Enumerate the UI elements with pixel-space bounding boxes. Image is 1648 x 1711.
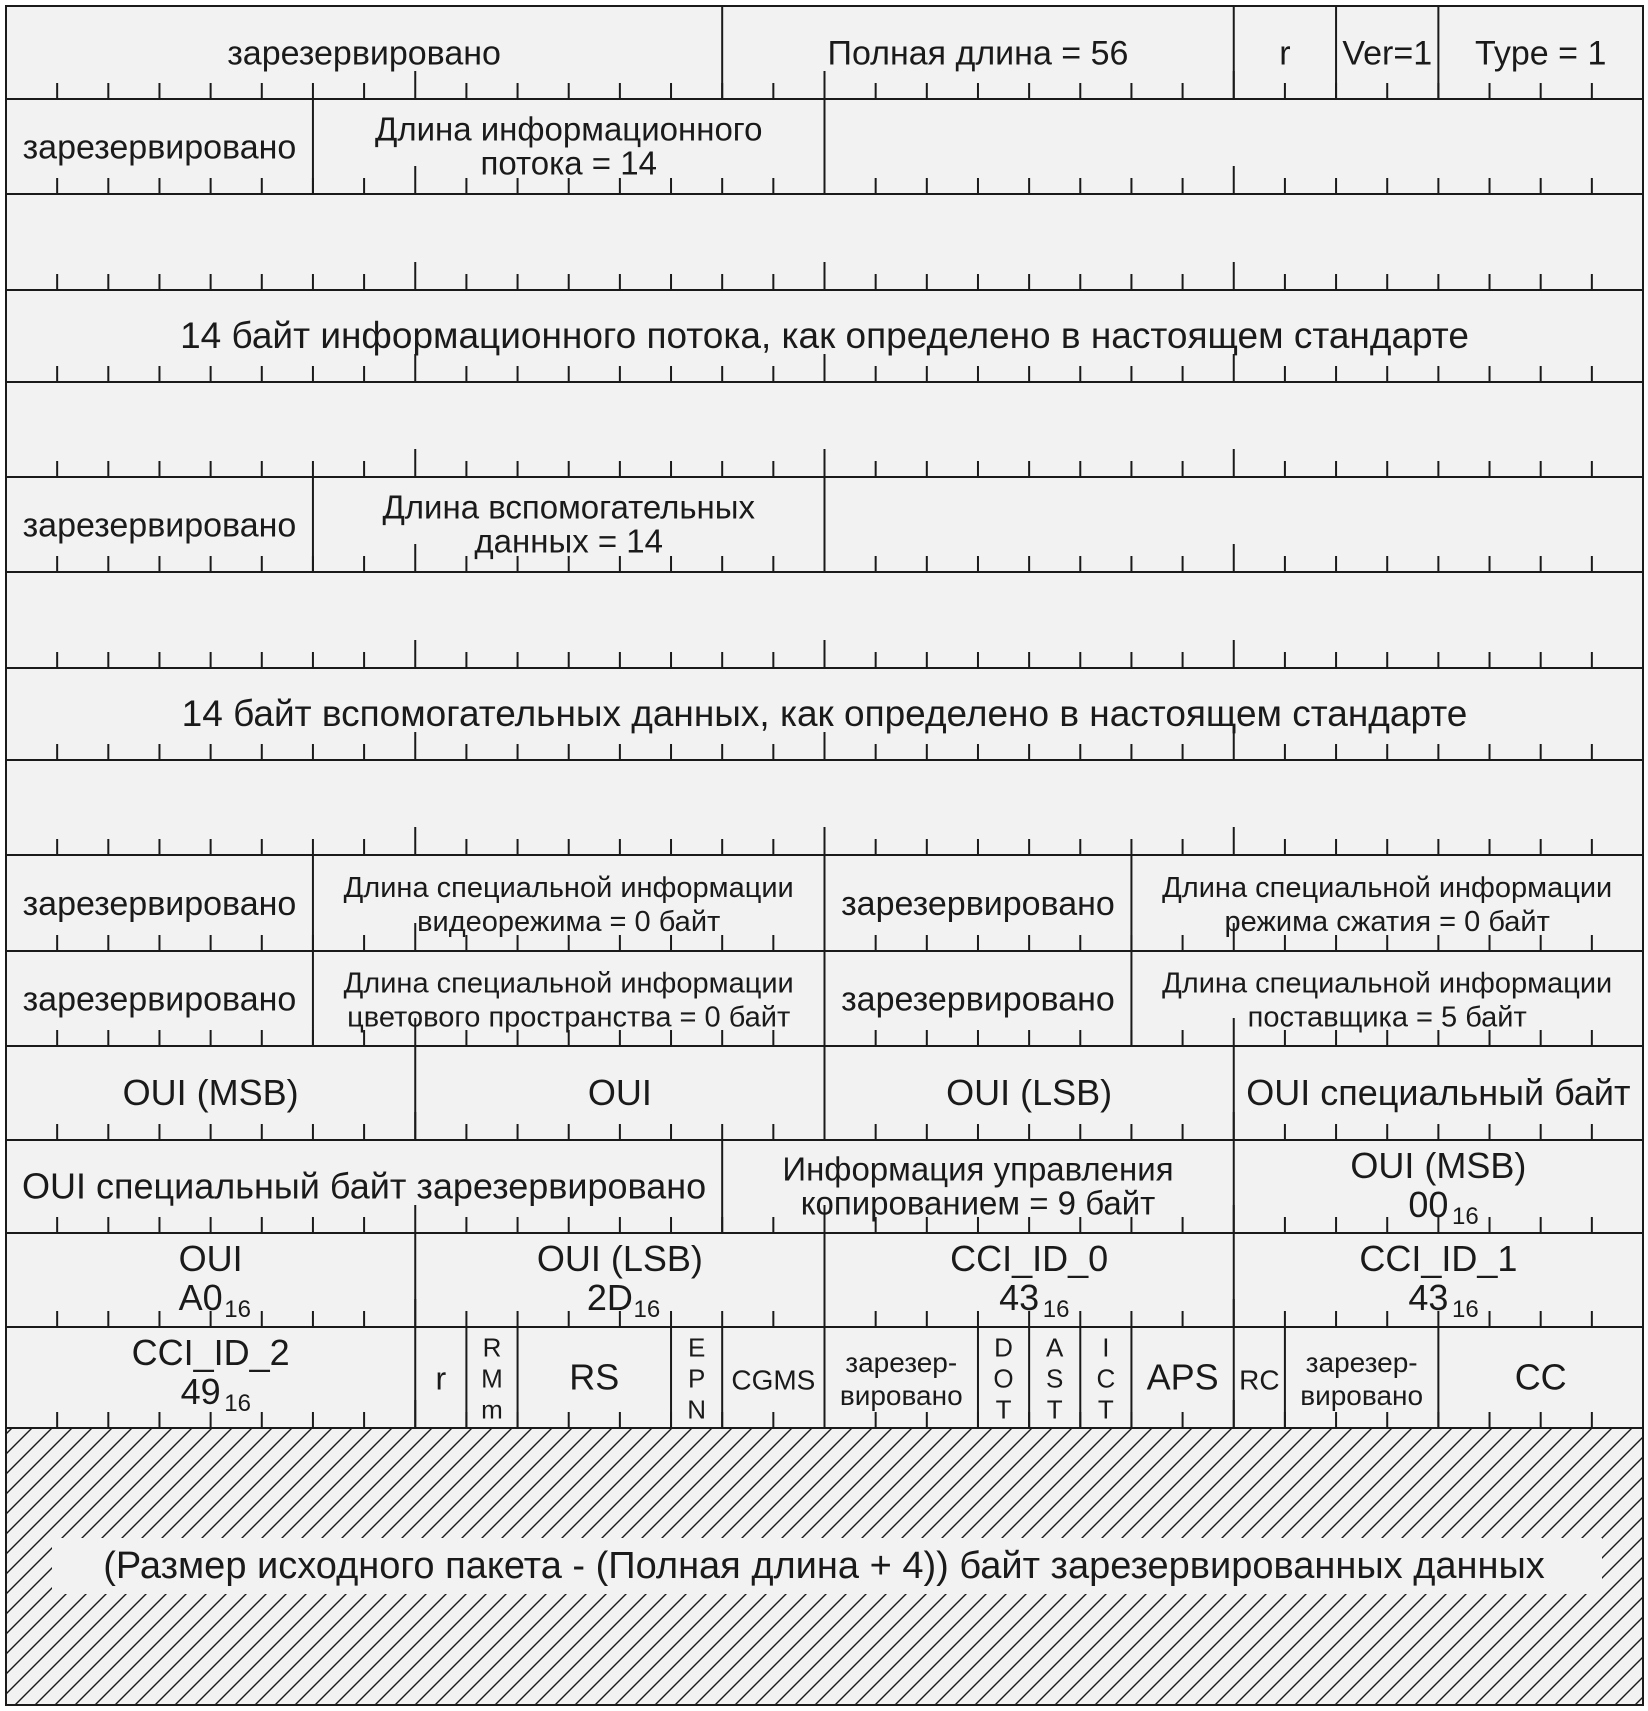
field-label-line: Длина вспомогательных [382, 488, 755, 526]
field-label: зарезервировано [22, 128, 297, 167]
row-2 [6, 194, 1643, 290]
row-1 [6, 99, 1643, 194]
hex-value: 43 [999, 1277, 1040, 1318]
hex-subscript: 16 [1042, 1296, 1070, 1323]
row-5 [6, 477, 1643, 572]
vertical-letter: T [995, 1394, 1012, 1425]
field-label-line: Длина специальной информации [1162, 872, 1613, 904]
row-10 [6, 951, 1643, 1046]
hex-value: A0 [178, 1277, 223, 1318]
field-label: зарезервировано [841, 980, 1115, 1019]
field-label: зарезервировано [22, 885, 297, 923]
hex-subscript: 16 [224, 1390, 251, 1417]
vertical-letter: N [687, 1394, 706, 1425]
field-label: зарезервировано [22, 980, 297, 1019]
row-3 [6, 290, 1643, 382]
field-label: RC [1239, 1364, 1280, 1396]
hex-subscript: 16 [633, 1296, 661, 1323]
row-14 [6, 1327, 1643, 1428]
field-label-line: режима сжатия = 0 байт [1224, 906, 1550, 938]
field-label: зарезервировано [22, 506, 297, 545]
row-6 [6, 572, 1643, 668]
field-label: зарезервировано [227, 34, 501, 73]
field-label-line: видеорежима = 0 байт [417, 906, 721, 938]
reserved-data-area [6, 1428, 1643, 1705]
field-зарезервировано [23, 981, 297, 1019]
hex-subscript: 16 [1452, 1296, 1479, 1323]
vertical-letter: T [1097, 1394, 1114, 1425]
vertical-letter: C [1096, 1363, 1116, 1394]
field-label-line: зарезер- [1305, 1347, 1418, 1378]
row-13 [6, 1233, 1643, 1327]
hex-value: 2D [586, 1277, 633, 1318]
row-11 [6, 1046, 1643, 1140]
hex-value: 00 [1408, 1184, 1449, 1225]
field-label-line: потока = 14 [480, 144, 657, 182]
field-label: CCI_ID_0 [950, 1238, 1109, 1279]
field-14-байт-информационного-потока-как-определено-в-настоящем-стандарте [180, 315, 1469, 356]
field-label-line: данных = 14 [474, 522, 664, 560]
field-label: CCI_ID_1 [1359, 1238, 1518, 1279]
field-label-line: Информация управления [782, 1150, 1174, 1188]
field-label-line: поставщика = 5 байт [1247, 1001, 1527, 1034]
field-label: Type = 1 [1475, 34, 1607, 73]
reserved-data-label: (Размер исходного пакета - (Полная длина + 4)) байт зарезервированных данных [103, 1545, 1545, 1587]
field-label-line: Длина информационного [374, 110, 763, 148]
field-label: OUI (LSB) [946, 1072, 1113, 1113]
field-зарезервировано [23, 129, 297, 167]
field-label-line: копированием = 9 байт [800, 1184, 1156, 1222]
field-oui-специальный-байт-зарезервировано [22, 1166, 706, 1207]
vertical-letter: m [481, 1394, 503, 1425]
field-label: CC [1514, 1356, 1567, 1398]
field-oui-msb [123, 1072, 299, 1113]
packet-rows [6, 6, 1643, 1428]
row-12 [6, 1140, 1643, 1233]
row-7 [6, 668, 1643, 760]
field-label: r [1279, 34, 1291, 73]
field-label: OUI (MSB) [1350, 1145, 1527, 1186]
field-label: зарезервировано [841, 885, 1115, 923]
vertical-letter: O [993, 1363, 1014, 1394]
vertical-letter: I [1102, 1332, 1110, 1363]
field-label: 14 байт информационного потока, как определено в настоящем стандарте [180, 315, 1469, 356]
vertical-letter: R [482, 1332, 502, 1363]
field-label-line: Длина специальной информации [1162, 967, 1613, 1000]
row-4 [6, 382, 1643, 477]
row-9 [6, 855, 1643, 951]
hex-value: 49 [180, 1371, 221, 1412]
field-label: APS [1146, 1356, 1219, 1398]
vertical-letter: M [481, 1363, 503, 1394]
vertical-letter: A [1046, 1332, 1064, 1363]
hex-subscript: 16 [1452, 1203, 1479, 1230]
field-label: OUI специальный байт зарезервировано [22, 1165, 707, 1207]
field-label: RS [569, 1356, 620, 1398]
field-label: r [435, 1360, 447, 1397]
field-зарезервировано [23, 885, 297, 923]
row-8 [6, 760, 1643, 855]
field-label-line: вировано [1300, 1380, 1424, 1411]
hex-subscript: 16 [224, 1296, 251, 1323]
field-label-line: вировано [839, 1380, 963, 1411]
field-label: OUI [587, 1072, 652, 1113]
field-label: CCI_ID_2 [131, 1332, 290, 1373]
field-label: OUI [178, 1238, 243, 1279]
field-label: Ver=1 [1342, 34, 1433, 73]
row-0 [6, 6, 1643, 99]
field-label-line: зарезер- [845, 1347, 958, 1378]
vertical-letter: P [687, 1363, 706, 1394]
hex-value: 43 [1408, 1277, 1449, 1318]
field-14-байт-вспомогательных-данных-как-определено-в-настоящем-стандарте [182, 693, 1468, 734]
field-label-line: цветового пространства = 0 байт [347, 1001, 791, 1034]
field-зарезервировано [227, 35, 501, 73]
vertical-letter: S [1046, 1363, 1064, 1394]
field-label-line: Длина специальной информации [343, 872, 794, 904]
vertical-letter: E [687, 1332, 706, 1363]
vertical-letter: T [1046, 1394, 1063, 1425]
field-label: OUI специальный байт [1246, 1072, 1631, 1113]
field-label: OUI (MSB) [122, 1072, 299, 1113]
field-label: OUI (LSB) [536, 1238, 703, 1279]
vertical-letter: D [994, 1332, 1013, 1363]
field-зарезервировано [23, 507, 297, 545]
field-label-line: Длина специальной информации [343, 967, 794, 1000]
field-label: 14 байт вспомогательных данных, как определено в настоящем стандарте [181, 693, 1468, 734]
field-label: CGMS [731, 1364, 816, 1396]
field-label: Полная длина = 56 [827, 34, 1129, 73]
